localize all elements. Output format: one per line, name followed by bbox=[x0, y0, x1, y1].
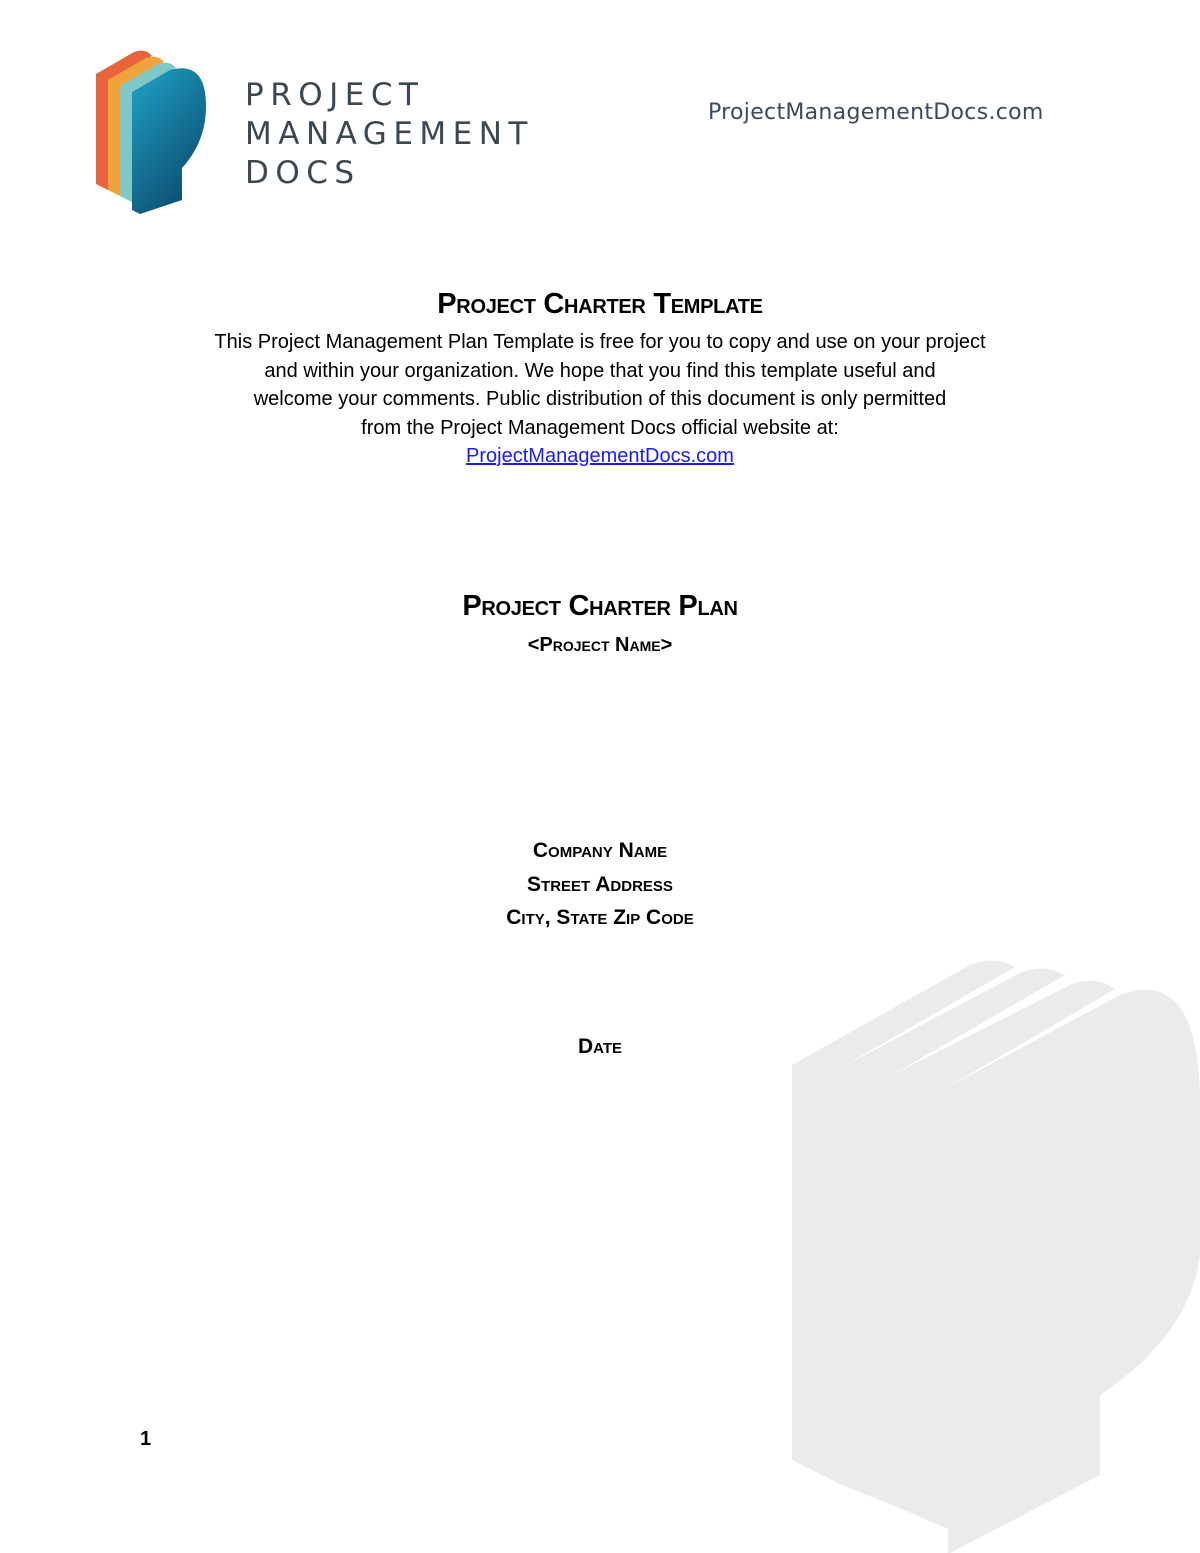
intro-line: from the Project Management Docs official website at: bbox=[361, 416, 839, 439]
logo-line-project: PROJECT bbox=[245, 77, 425, 113]
plan-title: Project Charter Plan bbox=[462, 590, 738, 622]
logo-line-management: MANAGEMENT bbox=[245, 116, 534, 152]
intro-line: welcome your comments. Public distribution of this document is only permitted bbox=[253, 388, 947, 410]
stacked-p-logo-icon bbox=[94, 50, 210, 214]
intro-line: This Project Management Plan Template is free for you to copy and use on your project bbox=[214, 331, 986, 353]
street-address: Street Address bbox=[527, 872, 673, 896]
logo-line-docs: DOCS bbox=[245, 155, 361, 191]
company-name: Company Name bbox=[532, 839, 668, 862]
date-label: Date bbox=[577, 1035, 623, 1058]
intro-paragraph bbox=[150, 328, 1050, 471]
city-state-zip: City, State Zip Code bbox=[506, 906, 694, 929]
template-title: Project Charter Template bbox=[437, 288, 763, 320]
watermark-p-logo-icon bbox=[790, 955, 1200, 1553]
intro-line: and within your organization. We hope that you find this template useful and bbox=[264, 359, 936, 382]
page-number: 1 bbox=[140, 1428, 152, 1450]
project-name-placeholder: <Project Name> bbox=[527, 634, 673, 656]
address-block bbox=[0, 834, 1200, 935]
website-link[interactable]: ProjectManagementDocs.com bbox=[466, 445, 734, 467]
logo-wordmark bbox=[245, 76, 534, 193]
header-site-name: ProjectManagementDocs.com bbox=[708, 100, 1044, 125]
